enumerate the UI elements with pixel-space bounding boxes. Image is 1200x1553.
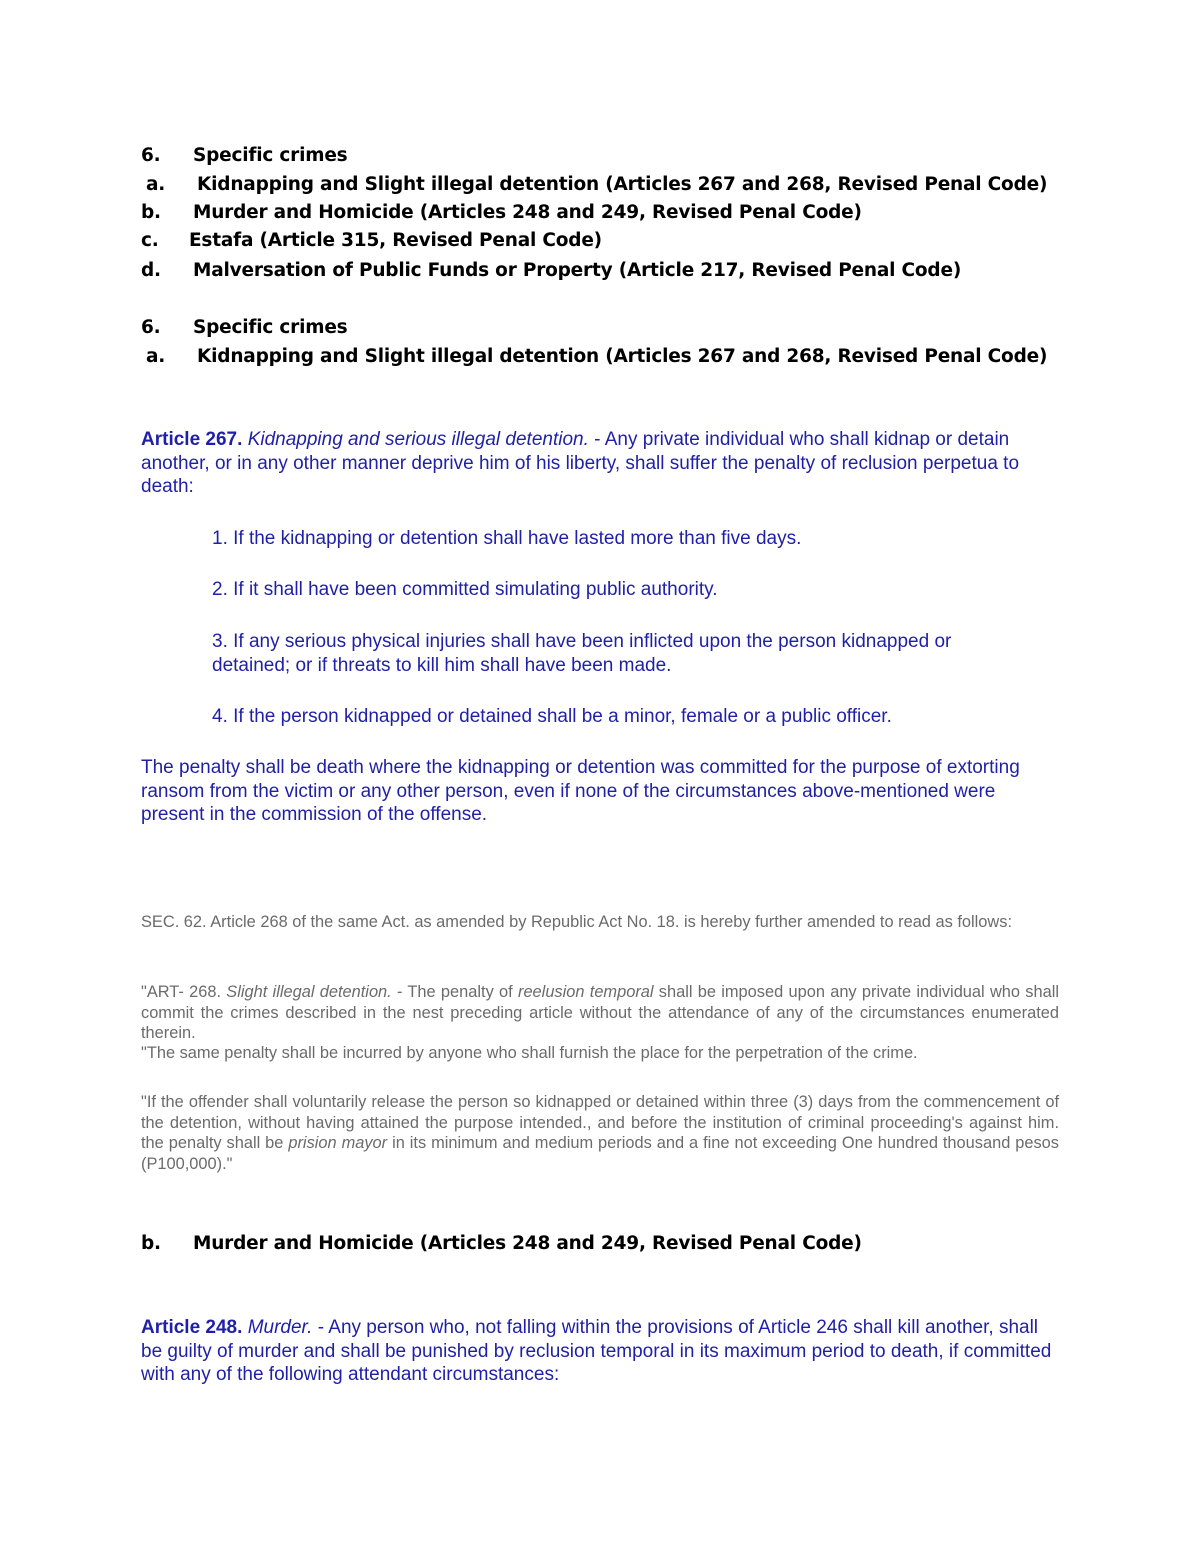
release-text-a: "If the offender shall voluntarily release the person so kidnapped or detained within three (3) days from the commencement of the detention, without having attained the purpose intended., and before the institution of criminal proceeding's against him. the penalty shall be (141, 1093, 1059, 1152)
art-268-prefix: "ART- 268. (141, 983, 227, 1001)
article-267-item-2: 2. If it shall have been committed simulating public authority. (212, 579, 718, 600)
article-267-body: - Any private individual who shall kidnap or detain another, or in any other manner deprive him of his liberty, shall suffer the penalty of reclusion perpetua to death: (141, 429, 1020, 497)
outline-item-text: Kidnapping and Slight illegal detention (Articles 267 and 268, Revised Penal Code) (197, 174, 1048, 195)
same-penalty-line: "The same penalty shall be incurred by anyone who shall furnish the place for the perpetration of the crime. (141, 1044, 918, 1062)
article-267-item-1: 1. If the kidnapping or detention shall have lasted more than five days. (212, 528, 802, 549)
section-b-number: b. (141, 1233, 161, 1254)
outline-item-text: Estafa (Article 315, Revised Penal Code) (189, 230, 602, 251)
article-267-item-3: 3. If any serious physical injuries shall have been inflicted upon the person kidnapped or detained; or if threats to kill him shall have been made. (212, 631, 952, 676)
outline-heading-text: Specific crimes (193, 145, 348, 166)
sec-62-intro: SEC. 62. Article 268 of the same Act. as amended by Republic Act No. 18. is hereby further amended to read as follows: (141, 913, 1012, 931)
article-248-body: - Any person who, not falling within the provisions of Article 246 shall kill another, shall be guilty of murder and shall be punished by reclusion temporal in its maximum period to death, if committed with any of the following attendant circumstances: (141, 1317, 1052, 1385)
section-b-heading (141, 1233, 862, 1254)
outline-item-c (141, 230, 602, 251)
article-248-title: Murder. (247, 1317, 313, 1338)
outline-item-number: b. (141, 202, 161, 223)
article-267-title: Kidnapping and serious illegal detention. (247, 429, 589, 450)
outline-item-a (146, 174, 1047, 195)
release-paragraph (141, 1092, 1059, 1174)
outline-item-text: Malversation of Public Funds or Property (Article 217, Revised Penal Code) (193, 260, 962, 281)
outline-item-number: a. (146, 174, 166, 195)
outline-item-number: a. (146, 346, 166, 367)
article-267-label: Article 267. (141, 429, 243, 450)
article-267-paragraph (141, 428, 1061, 499)
outline-item-text: Murder and Homicide (Articles 248 and 249, Revised Penal Code) (193, 202, 862, 223)
outline-heading (141, 145, 348, 166)
outline-item-a-repeat (146, 346, 1047, 367)
outline-item-b (141, 202, 862, 223)
art-268-mid: - The penalty of (391, 983, 518, 1001)
article-267-closing: The penalty shall be death where the kidnapping or detention was committed for the purpose of extorting ransom from the victim or any other person, even if none of the circumstances above-mentioned were present in the commission of the offense. (141, 757, 1020, 825)
art-268-paragraph (141, 982, 1059, 1044)
article-248-label: Article 248. (141, 1317, 243, 1338)
outline-number: 6. (141, 145, 161, 166)
outline-number: 6. (141, 317, 161, 338)
article-248-paragraph (141, 1316, 1061, 1387)
outline-heading-text: Specific crimes (193, 317, 348, 338)
art-268-rest: shall be imposed upon any private individual who shall commit the crimes described in the nest preceding article without the attendance of any of the circumstances enumerated therein. (141, 983, 1059, 1042)
section-b-text: Murder and Homicide (Articles 248 and 249, Revised Penal Code) (193, 1233, 862, 1254)
release-text-b: in its minimum and medium periods and a fine not exceeding One hundred thousand pesos (P100,000)." (141, 1134, 1059, 1173)
outline-item-number: c. (141, 230, 159, 251)
art-268-penalty: reelusion temporal (517, 983, 654, 1001)
article-267-item-4: 4. If the person kidnapped or detained shall be a minor, female or a public officer. (212, 706, 892, 727)
outline-item-text: Kidnapping and Slight illegal detention (Articles 267 and 268, Revised Penal Code) (197, 346, 1048, 367)
outline-item-number: d. (141, 260, 161, 281)
outline-heading-repeat (141, 317, 348, 338)
art-268-title: Slight illegal detention. (226, 983, 392, 1001)
outline-item-d (141, 260, 961, 281)
release-penalty: prision mayor (288, 1134, 388, 1152)
